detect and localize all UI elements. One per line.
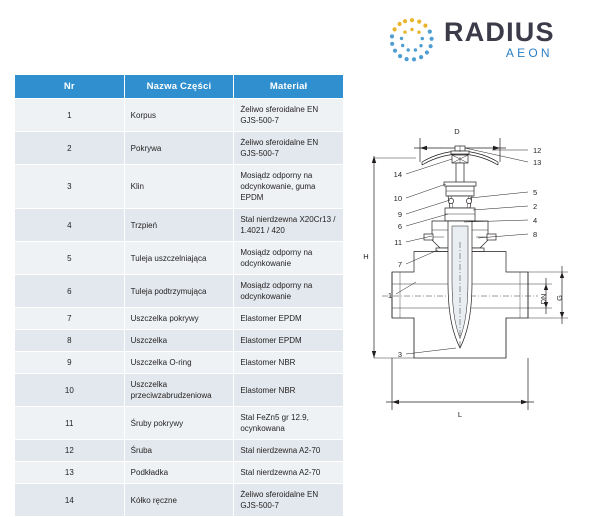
cell-nr: 9 <box>15 352 125 374</box>
column-header-nr: Nr <box>15 75 125 99</box>
cell-material: Mosiądz odporny na odcynkowanie <box>234 275 344 308</box>
cell-name: Klin <box>124 165 234 209</box>
column-header-name: Nazwa Części <box>124 75 234 99</box>
cell-material: Elastomer EPDM <box>234 308 344 330</box>
table-row <box>15 330 344 352</box>
callout-10: 10 <box>393 194 402 203</box>
cell-nr: 13 <box>15 462 125 484</box>
cell-name: Trzpień <box>124 209 234 242</box>
table-row <box>15 352 344 374</box>
callout-5: 5 <box>533 188 538 197</box>
cell-nr: 3 <box>15 165 125 209</box>
cell-nr: 11 <box>15 407 125 440</box>
cell-material: Stal nierdzewna X20Cr13 / 1.4021 / 420 <box>234 209 344 242</box>
cell-material: Stal nierdzewna A2-70 <box>234 462 344 484</box>
svg-text:L: L <box>457 410 463 419</box>
svg-text:H: H <box>363 252 369 261</box>
cell-material: Mosiądz odporny na odcynkowanie <box>234 242 344 275</box>
cell-nr: 10 <box>15 374 125 407</box>
cell-name: Podkładka <box>124 462 234 484</box>
cell-nr: 6 <box>15 275 125 308</box>
cell-nr: 1 <box>15 99 125 132</box>
callout-11: 11 <box>394 238 402 247</box>
callout-4: 4 <box>533 216 538 225</box>
table-row <box>15 242 344 275</box>
callout-12: 12 <box>533 146 542 155</box>
cell-nr: 4 <box>15 209 125 242</box>
cell-nr: 5 <box>15 242 125 275</box>
dimension-H <box>363 156 416 358</box>
radius-dotted-circle-logo <box>388 16 436 64</box>
callout-1: 1 <box>387 291 392 300</box>
stem-and-bonnet <box>444 163 476 221</box>
cell-name: Uszczelka O-ring <box>124 352 234 374</box>
table-row <box>15 484 344 517</box>
cell-name: Uszczelka pokrywy <box>124 308 234 330</box>
dimension-G <box>528 266 568 324</box>
table-row <box>15 99 344 132</box>
table-row <box>15 462 344 484</box>
table-row <box>15 275 344 308</box>
dimension-L <box>386 358 534 419</box>
cell-material: Elastomer NBR <box>234 374 344 407</box>
cell-nr: 7 <box>15 308 125 330</box>
brand-wordmark <box>444 18 555 60</box>
table-header-row <box>15 75 344 99</box>
cell-material: Stal nierdzewna A2-70 <box>234 440 344 462</box>
table-row <box>15 374 344 407</box>
svg-text:D: D <box>454 127 460 136</box>
cell-name: Uszczelka <box>124 330 234 352</box>
cell-material: Elastomer EPDM <box>234 330 344 352</box>
cell-name: Tuleja uszczelniająca <box>124 242 234 275</box>
callout-2: 2 <box>533 202 538 211</box>
callout-6: 6 <box>397 222 402 231</box>
callout-14: 14 <box>393 170 402 179</box>
brand-subname: AEON <box>505 46 553 60</box>
brand-name: RADIUS <box>444 17 555 47</box>
valve-cross-section-drawing <box>352 122 596 442</box>
parts-table-body <box>15 99 344 517</box>
table-row <box>15 209 344 242</box>
cell-nr: 8 <box>15 330 125 352</box>
callout-13: 13 <box>533 158 542 167</box>
svg-text:DN: DN <box>539 293 548 305</box>
cell-nr: 2 <box>15 132 125 165</box>
parts-table-container <box>14 74 344 517</box>
column-header-material: Materiał <box>234 75 344 99</box>
cell-name: Korpus <box>124 99 234 132</box>
cell-nr: 12 <box>15 440 125 462</box>
table-row <box>15 440 344 462</box>
cell-name: Pokrywa <box>124 132 234 165</box>
dimension-DN <box>528 278 552 314</box>
callout-9: 9 <box>397 210 402 219</box>
cell-name: Śruby pokrywy <box>124 407 234 440</box>
cell-nr: 14 <box>15 484 125 517</box>
table-row <box>15 132 344 165</box>
brand-logo <box>388 14 588 70</box>
callout-7: 7 <box>397 260 402 269</box>
callout-3: 3 <box>397 350 402 359</box>
cell-material: Żeliwo sferoidalne EN GJS-500-7 <box>234 484 344 517</box>
cell-material: Żeliwo sferoidalne EN GJS-500-7 <box>234 132 344 165</box>
table-row <box>15 165 344 209</box>
callout-labels-right <box>533 146 541 239</box>
cell-name: Uszczelka przeciwzabrudzeniowa <box>124 374 234 407</box>
cell-material: Mosiądz odporny na odcynkowanie, guma EPDM <box>234 165 344 209</box>
cell-material: Żeliwo sferoidalne EN GJS-500-7 <box>234 99 344 132</box>
parts-table <box>14 74 344 517</box>
cell-name: Śruba <box>124 440 234 462</box>
cell-material: Stal FeZn5 gr 12.9, ocynkowana <box>234 407 344 440</box>
cell-name: Tuleja podtrzymująca <box>124 275 234 308</box>
cell-name: Kółko ręczne <box>124 484 234 517</box>
cell-material: Elastomer NBR <box>234 352 344 374</box>
callout-labels-left <box>388 170 402 359</box>
callout-8: 8 <box>533 230 538 239</box>
table-row <box>15 407 344 440</box>
svg-text:G: G <box>555 295 564 301</box>
table-row <box>15 308 344 330</box>
